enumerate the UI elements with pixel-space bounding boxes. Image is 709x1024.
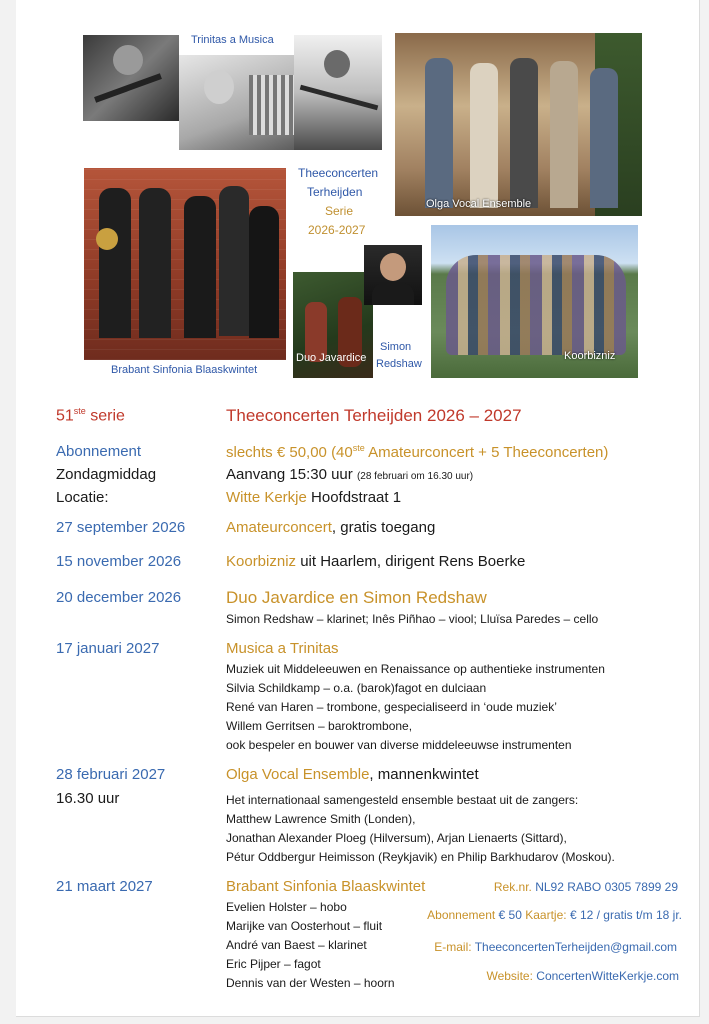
concert-line: Eric Pijper – fagot — [226, 957, 321, 971]
photo-trinitas-trombone — [294, 35, 382, 150]
series-line-2: Terheijden — [307, 185, 363, 199]
website-link[interactable]: ConcertenWitteKerkje.com — [536, 969, 679, 983]
bank-account: Rek.nr. NL92 RABO 0305 7899 29 — [493, 880, 678, 894]
concert-line: André van Baest – klarinet — [226, 938, 367, 952]
zondag-label: Zondagmiddag — [56, 466, 157, 483]
concert-line: Dennis van der Westen – hoorn — [226, 976, 395, 990]
concert-time: 16.30 uur — [56, 790, 120, 807]
concert-line: Evelien Holster – hobo — [226, 900, 347, 914]
page-title: Theeconcerten Terheijden 2026 – 2027 — [226, 406, 522, 425]
concert-line: Matthew Lawrence Smith (Londen), — [226, 812, 416, 826]
caption-duo: Duo Javardice — [296, 352, 367, 364]
series-line-4: 2026-2027 — [308, 223, 366, 237]
caption-simon-2: Redshaw — [376, 358, 422, 370]
poster-page — [16, 0, 700, 1017]
caption-olga: Olga Vocal Ensemble — [426, 198, 532, 210]
concert-date: 21 maart 2027 — [56, 878, 153, 895]
concert-line: Silvia Schildkamp – o.a. (barok)fagot en dulciaan — [226, 681, 487, 695]
concert-line: Jonathan Alexander Ploeg (Hilversum), Arjan Lienaerts (Sittard), — [226, 831, 567, 845]
concert-line: Pétur Oddbergur Heimisson (Reykjavik) en Philip Barkhudarov (Moskou). — [226, 850, 615, 864]
photo-brabant-sinfonia — [84, 168, 286, 360]
concert-date: 17 januari 2027 — [56, 640, 160, 657]
concert-title: Duo Javardice en Simon Redshaw — [226, 588, 487, 607]
caption-trinitas: Trinitas a Musica — [191, 34, 274, 46]
concert-title: Musica a Trinitas — [226, 640, 339, 657]
concert-line: René van Haren – trombone, gespecialiseerd in ‘oude muziek’ — [226, 700, 557, 714]
email-link[interactable]: TheeconcertenTerheijden@gmail.com — [474, 940, 677, 954]
concert-date: 20 december 2026 — [56, 589, 182, 606]
concert-line: Het internationaal samengesteld ensemble bestaat uit de zangers: — [226, 793, 579, 807]
locatie-value: Witte Kerkje Hoofdstraat 1 — [226, 489, 402, 506]
concert-line: Marijke van Oosterhout – fluit — [226, 919, 383, 933]
aanvang-time: Aanvang 15:30 uur (28 februari om 16.30 uur) — [226, 466, 474, 483]
website-line: Website: ConcertenWitteKerkje.com — [486, 969, 679, 983]
concert-date: 15 november 2026 — [56, 553, 182, 570]
concert-date: 28 februari 2027 — [56, 766, 166, 783]
concert-line: Willem Gerritsen – baroktrombone, — [226, 719, 413, 733]
ticket-prices: Abonnement € 50 Kaartje: € 12 / gratis t/m 18 jr. — [427, 908, 682, 922]
concert-line: ook bespeler en bouwer van diverse middeleeuwse instrumenten — [226, 738, 572, 752]
email-line: E-mail: TheeconcertenTerheijden@gmail.com — [434, 940, 677, 954]
series-number: 51ste serie — [56, 406, 125, 425]
photo-olga-vocal-ensemble — [395, 33, 642, 216]
concert-date: 27 september 2026 — [56, 519, 186, 536]
abonnement-label: Abonnement — [56, 443, 142, 460]
abonnement-price: slechts € 50,00 (40ste Amateurconcert + 5 Theeconcerten) — [226, 443, 609, 461]
caption-koor: Koorbizniz — [564, 350, 616, 362]
concert-title: Olga Vocal Ensemble, mannenkwintet — [226, 766, 479, 783]
concert-title: Amateurconcert, gratis toegang — [226, 519, 436, 536]
photo-simon-redshaw — [364, 245, 422, 305]
locatie-label: Locatie: — [56, 489, 109, 506]
photo-trinitas-bassoon — [83, 35, 179, 121]
caption-brabant: Brabant Sinfonia Blaaskwintet — [111, 364, 258, 376]
series-line-1: Theeconcerten — [298, 166, 379, 180]
concert-title: Brabant Sinfonia Blaaskwintet — [226, 878, 426, 895]
concert-title: Koorbizniz uit Haarlem, dirigent Rens Boerke — [226, 553, 526, 570]
caption-simon-1: Simon — [380, 341, 412, 353]
concert-line: Muziek uit Middeleeuwen en Renaissance op authentieke instrumenten — [226, 662, 605, 676]
series-line-3: Serie — [325, 204, 354, 218]
photo-trinitas-organ — [179, 55, 309, 150]
concert-line: Simon Redshaw – klarinet; Inês Piñhao – viool; Lluïsa Paredes – cello — [226, 612, 599, 626]
